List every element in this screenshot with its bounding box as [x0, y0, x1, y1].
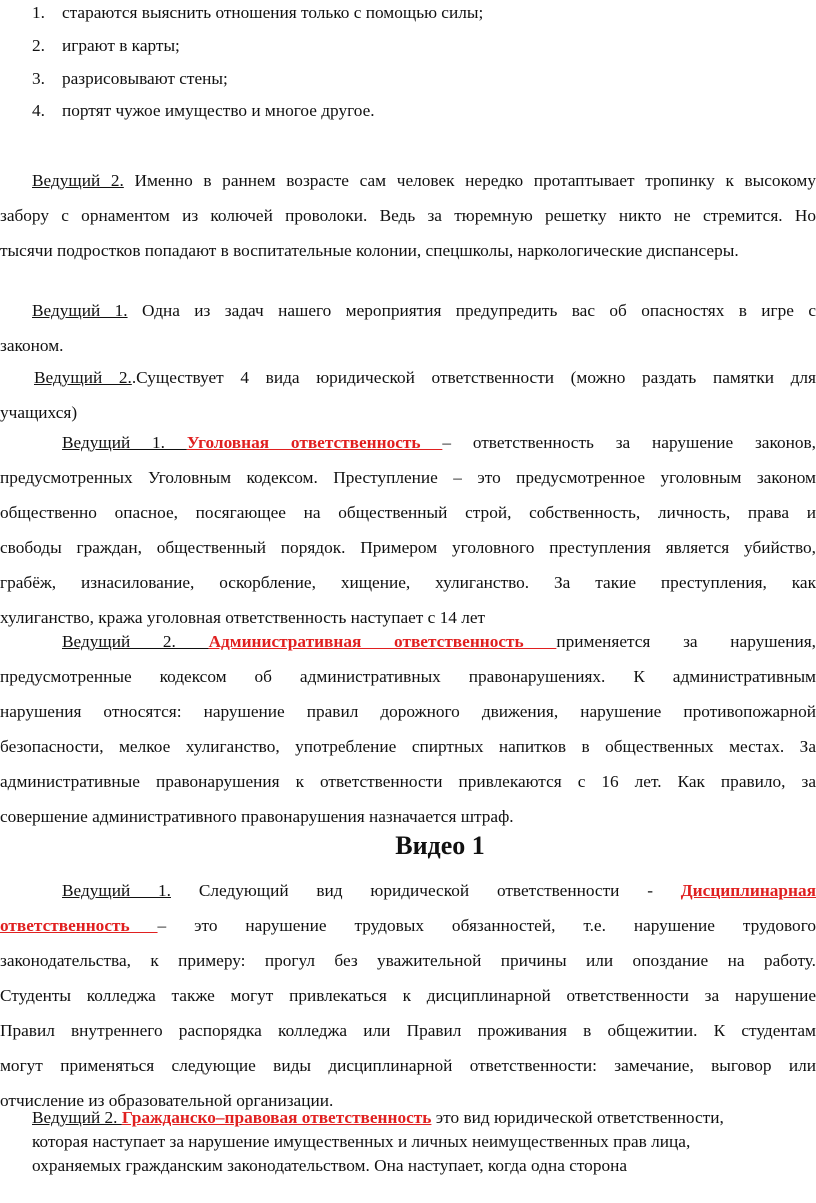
paragraph-host1-goal: Ведущий 1. Одна из задач нашего мероприятия предупредить вас об опасностях в игре с законом.: [0, 301, 816, 355]
paragraph-host2-intro: Ведущий 2. Именно в раннем возрасте сам человек нередко протаптывает тропинку к высокому забору с орнаментом из колючей проволоки. Ведь за тюремную решетку никто не стремится. Но тысячи подростков попадают в воспитательные колонии, спецшколы, наркологические диспансеры.: [0, 171, 816, 260]
term-administrative: Административная ответственность: [208, 632, 557, 651]
paragraph-administrative-liability: Ведущий 2. Административная ответственность применяется за нарушения, предусмотренные кодексом об административных правонарушениях. К административным нарушения относятся: нарушение правил дорожного движения, нарушение противопожарной безопасности, мелкое хулиганство, употребление спиртных напитков в общественных местах. За административные правонарушения к ответственности привлекаются с 16 лет. Как правило, за совершение административного правонарушения назначается штраф.: [0, 632, 816, 826]
paragraph-civil-liability: Ведущий 2. Гражданско–правовая ответственность это вид юридической ответственности, которая наступает за нарушение имущественных и личных неимущественных прав лица, охраняемых гражданским законодательством. Она наступает, когда одна сторона: [32, 1108, 724, 1175]
speaker-label: Ведущий 2.: [32, 1108, 122, 1127]
speaker-label: Ведущий 1.: [32, 301, 128, 320]
paragraph-disciplinary-liability: Ведущий 1. Следующий вид юридической ответственности - Дисциплинарная ответственность – это нарушение трудовых обязанностей, т.е. нарушение трудового законодательства, к примеру: прогул без уважительной причины или опоздание на работу. Студенты колледжа также могут привлекаться к дисциплинарной ответственности за нарушение Правил внутреннего распорядка колледжа или Правил проживания в общежитии. К студентам могут применяться следующие виды дисциплинарной ответственности: замечание, выговор или отчисление из образовательной организации.: [0, 881, 816, 1110]
speaker-label: Ведущий 1.: [62, 433, 187, 452]
paragraph-criminal-liability: Ведущий 1. Уголовная ответственность – ответственность за нарушение законов, предусмотренных Уголовным кодексом. Преступление – это предусмотренное уголовным законом общественно опасное, посягающее на общественный строй, собственность, личность, права и свободы граждан, общественный порядок. Примером уголовного преступления является убийство, грабёж, изнасилование, оскорбление, хищение, хулиганство. За такие преступления, как хулиганство, кража уголовная ответственность наступает с 14 лет: [0, 433, 816, 627]
list-item: 2. играют в карты;: [32, 36, 180, 55]
paragraph-host2-types: Ведущий 2..Существует 4 вида юридической ответственности (можно раздать памятки для учащихся): [0, 368, 816, 422]
section-heading: Видео 1: [395, 831, 485, 860]
list-item: 3. разрисовывают стены;: [32, 69, 228, 88]
term-disciplinary-cont: ответственность: [0, 916, 158, 935]
list-item: 4. портят чужое имущество и многое другое.: [32, 101, 375, 120]
term-civil: Гражданско–правовая ответственность: [121, 1108, 432, 1127]
speaker-label: Ведущий 1.: [62, 881, 171, 900]
speaker-label: Ведущий 2.: [32, 171, 124, 190]
term-disciplinary: Дисциплинарная: [680, 881, 816, 900]
speaker-label: Ведущий 2.: [62, 632, 209, 651]
speaker-label: Ведущий 2.: [34, 368, 132, 387]
term-criminal: Уголовная ответственность: [186, 433, 443, 452]
list-item: 1. стараются выяснить отношения только с помощью силы;: [32, 3, 484, 22]
